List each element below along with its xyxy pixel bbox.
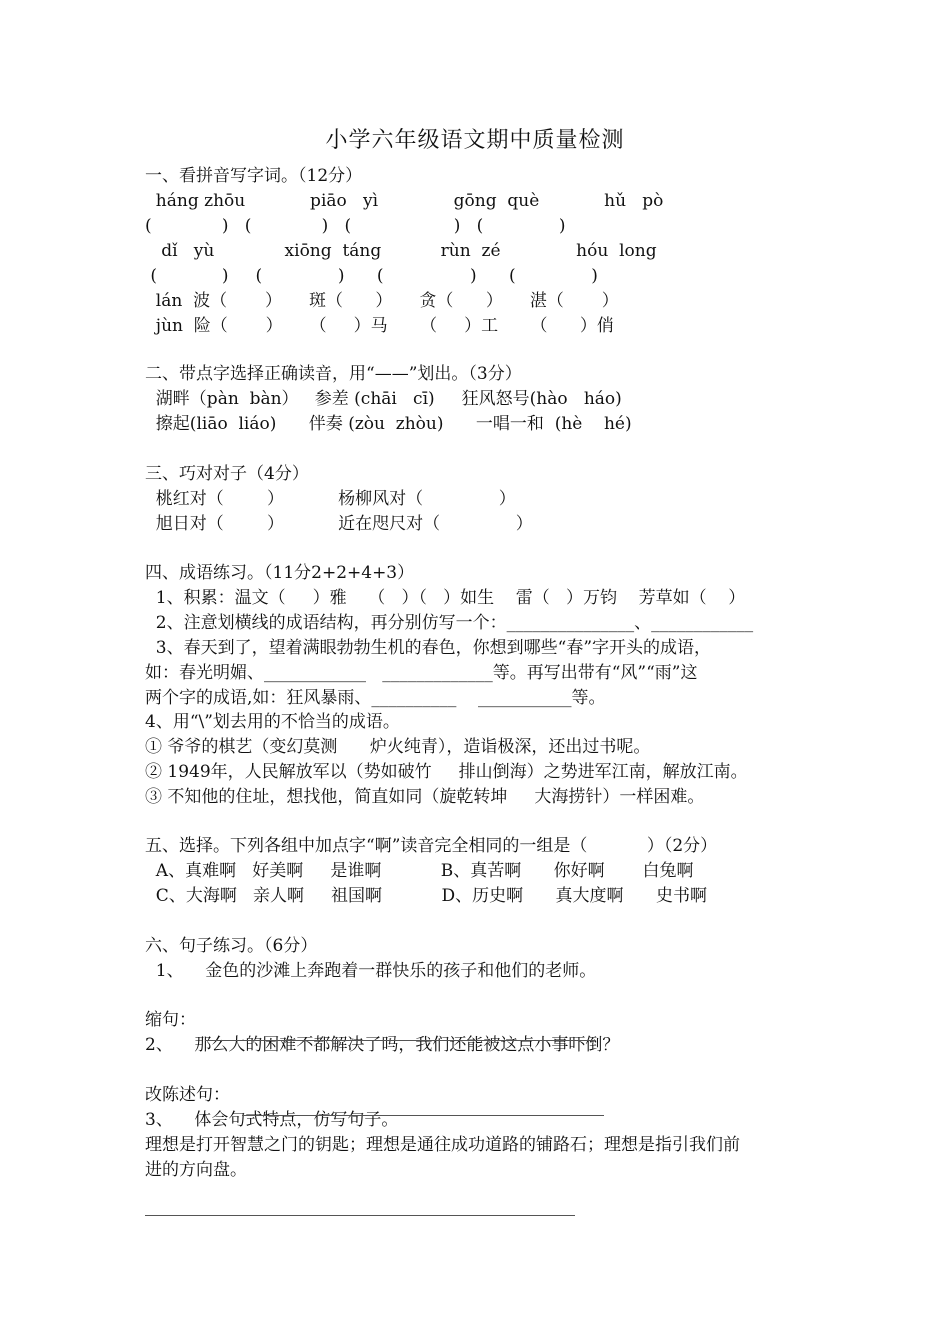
text-line: 改陈述句：	[145, 1085, 230, 1105]
text-line: 桃红对（ ） 杨柳风对（ ）	[145, 489, 516, 509]
text-line: 六、句子练习。（6分）	[145, 936, 318, 956]
text-line: 3、 体会句式特点，仿写句子。	[145, 1110, 399, 1130]
text-line: 2、 那么大的困难不都解决了吗，我们还能被这点小事吓倒？	[145, 1035, 620, 1055]
text-line: 2、注意划横线的成语结构，再分别仿写一个：_______________、____________	[145, 613, 754, 633]
answer-line-imitate-sentence[interactable]	[145, 1215, 575, 1216]
text-line: jùn 险（ ） （ ）马 （ ）工 （ ）俏	[145, 316, 614, 336]
text-line: 缩句：	[145, 1010, 196, 1030]
text-line: 4、用“\”划去用的不恰当的成语。	[145, 712, 400, 732]
text-line: ( ) ( ) ( ) ( )	[145, 216, 566, 236]
text-line: 旭日对（ ） 近在咫尺对（ ）	[145, 514, 533, 534]
text-line: 四、成语练习。（11分2+2+4+3）	[145, 563, 415, 583]
text-line: dǐ yù xiōng táng rùn zé hóu long	[145, 241, 657, 261]
text-line: 一、看拼音写字词。（12分）	[145, 166, 363, 186]
text-line: ① 爷爷的棋艺（变幻莫测 炉火纯青），造诣极深，还出过书呢。	[145, 737, 651, 757]
text-line: ( ) ( ) ( ) ( )	[145, 266, 598, 286]
text-line: 理想是打开智慧之门的钥匙；理想是通往成功道路的铺路石；理想是指引我们前	[145, 1135, 740, 1155]
text-line: 三、巧对对子（4分）	[145, 464, 309, 484]
text-line: 1、 金色的沙滩上奔跑着一群快乐的孩子和他们的老师。	[145, 961, 597, 981]
text-line: háng zhōu piāo yì gōng què hǔ pò	[145, 191, 664, 211]
text-line: 湖畔（pàn bàn） 参差 (chāi cī) 狂风怒号(hào háo)	[145, 389, 622, 409]
text-line: C、大海啊 亲人啊 祖国啊 D、历史啊 真大度啊 史书啊	[145, 886, 707, 906]
text-line: ② 1949年，人民解放军以（势如破竹 排山倒海）之势进军江南，解放江南。	[145, 762, 748, 782]
text-line: lán 波（ ） 斑（ ） 贪（ ） 湛（ ）	[145, 291, 619, 311]
text-line: ③ 不知他的住址，想找他，简直如同（旋乾转坤 大海捞针）一样困难。	[145, 787, 705, 807]
text-line: 两个字的成语,如：狂风暴雨、__________ ___________等。	[145, 688, 606, 708]
text-line: 1、积累：温文（ ）雅 （ ）（ ）如生 雷（ ）万钧 芳草如（ ）	[145, 588, 746, 608]
text-line: 如：春光明媚、____________ _____________等。再写出带有“风”“雨”这	[145, 663, 698, 683]
text-line: 进的方向盘。	[145, 1160, 247, 1180]
page-title: 小学六年级语文期中质量检测	[325, 128, 625, 153]
text-line: 擦起(liāo liáo) 伴奏 (zòu zhòu) 一唱一和 (hè hé)	[145, 414, 632, 434]
text-line: 二、带点字选择正确读音，用“——”划出。（3分）	[145, 364, 522, 384]
text-line: 3、春天到了，望着满眼勃勃生机的春色，你想到哪些“春”字开头的成语，	[145, 638, 712, 658]
text-line: A、真难啊 好美啊 是谁啊 B、真苦啊 你好啊 白兔啊	[145, 861, 694, 881]
text-line: 五、选择。下列各组中加点字“啊”读音完全相同的一组是（ ）（2分）	[145, 836, 718, 856]
answer-line-shrink-sentence[interactable]	[205, 1040, 595, 1041]
answer-line-declarative-sentence[interactable]	[242, 1115, 604, 1116]
